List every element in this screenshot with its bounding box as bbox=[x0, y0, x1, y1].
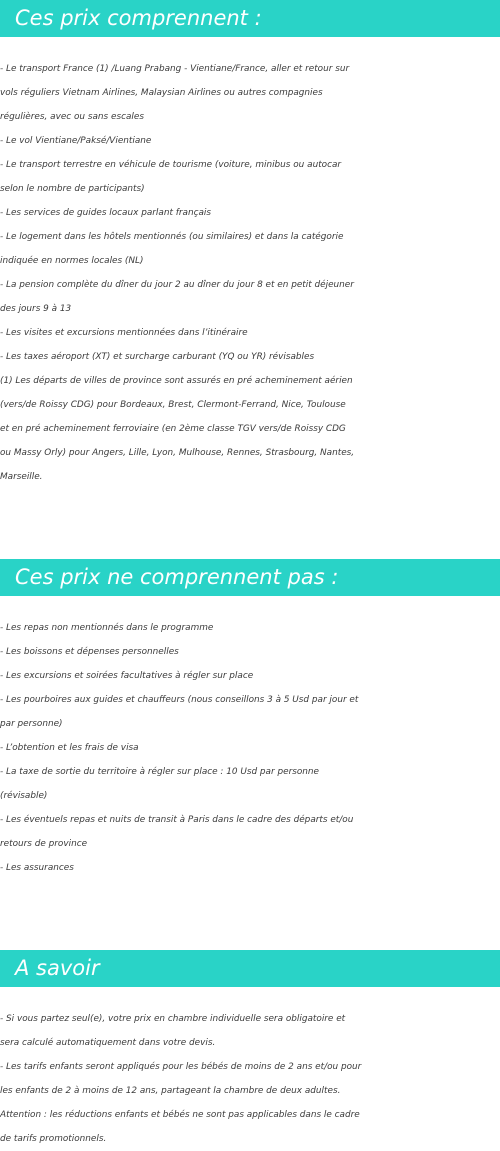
text-line: (1) Les départs de villes de province sont assurés en pré acheminement aérien bbox=[0, 376, 353, 386]
text-line: indiquée en normes locales (NL) bbox=[0, 256, 144, 266]
text-line: et en pré acheminement ferroviaire (en 2ème classe TGV vers/de Roissy CDG bbox=[0, 424, 346, 434]
text-line: (révisable) bbox=[0, 791, 48, 801]
text-line: - Les tarifs enfants seront appliqués pour les bébés de moins de 2 ans et/ou pour bbox=[0, 1062, 362, 1072]
text-line: - Les visites et excursions mentionnées dans l’itinéraire bbox=[0, 328, 248, 338]
text-line: vols réguliers Vietnam Airlines, Malaysian Airlines ou autres compagnies bbox=[0, 88, 323, 98]
text-line: ou Massy Orly) pour Angers, Lille, Lyon, Mulhouse, Rennes, Strasbourg, Nantes, bbox=[0, 448, 355, 458]
section-title-included: Ces prix comprennent : bbox=[0, 0, 500, 37]
section-good-to-know bbox=[0, 950, 500, 1151]
section-not-included bbox=[0, 559, 500, 880]
text-line: - La pension complète du dîner du jour 2 au dîner du jour 8 et en petit déjeuner bbox=[0, 280, 354, 290]
section-body-not-included bbox=[0, 596, 500, 880]
text-line: selon le nombre de participants) bbox=[0, 184, 145, 194]
text-line: - Les excursions et soirées facultatives à régler sur place bbox=[0, 671, 254, 681]
text-line: - Le logement dans les hôtels mentionnés (ou similaires) et dans la catégorie bbox=[0, 232, 344, 242]
text-line: - Les éventuels repas et nuits de transit à Paris dans le cadre des départs et/ou bbox=[0, 815, 354, 825]
text-line: - Les assurances bbox=[0, 863, 74, 873]
text-line: par personne) bbox=[0, 719, 63, 729]
text-line: - Le transport France (1) /Luang Prabang - Vientiane/France, aller et retour sur bbox=[0, 64, 350, 74]
text-line: (vers/de Roissy CDG) pour Bordeaux, Brest, Clermont-Ferrand, Nice, Toulouse bbox=[0, 400, 346, 410]
text-line: - L’obtention et les frais de visa bbox=[0, 743, 139, 753]
section-body-good-to-know bbox=[0, 987, 500, 1151]
text-line: - La taxe de sortie du territoire à régler sur place : 10 Usd par personne bbox=[0, 767, 319, 777]
section-body-included bbox=[0, 37, 500, 489]
text-line: - Si vous partez seul(e), votre prix en chambre individuelle sera obligatoire et bbox=[0, 1014, 346, 1024]
text-line: - Les repas non mentionnés dans le programme bbox=[0, 623, 214, 633]
text-line: - Les boissons et dépenses personnelles bbox=[0, 647, 179, 657]
section-included bbox=[0, 0, 500, 489]
section-title-good-to-know: A savoir bbox=[0, 950, 500, 987]
text-line: - Les services de guides locaux parlant français bbox=[0, 208, 211, 218]
text-line: des jours 9 à 13 bbox=[0, 304, 72, 314]
text-line: les enfants de 2 à moins de 12 ans, partageant la chambre de deux adultes. bbox=[0, 1086, 341, 1096]
text-line: - Le transport terrestre en véhicule de tourisme (voiture, minibus ou autocar bbox=[0, 160, 342, 170]
text-line: retours de province bbox=[0, 839, 88, 849]
section-title-not-included: Ces prix ne comprennent pas : bbox=[0, 559, 500, 596]
text-line: Marseille. bbox=[0, 472, 43, 482]
text-line: de tarifs promotionnels. bbox=[0, 1134, 107, 1144]
text-line: - Les pourboires aux guides et chauffeurs (nous conseillons 3 à 5 Usd par jour et bbox=[0, 695, 359, 705]
text-line: - Le vol Vientiane/Paksé/Vientiane bbox=[0, 136, 152, 146]
text-line: sera calculé automatiquement dans votre devis. bbox=[0, 1038, 216, 1048]
text-line: Attention : les réductions enfants et bébés ne sont pas applicables dans le cadre bbox=[0, 1110, 360, 1120]
text-line: - Les taxes aéroport (XT) et surcharge carburant (YQ ou YR) révisables bbox=[0, 352, 315, 362]
text-line: régulières, avec ou sans escales bbox=[0, 112, 144, 122]
